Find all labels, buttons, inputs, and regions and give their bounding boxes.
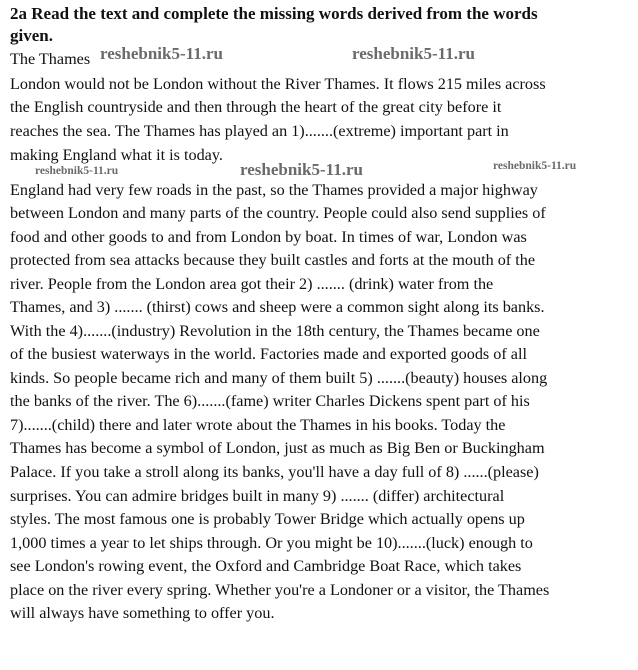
text-line: England had very few roads in the past, so the Thames provided a major highway (10, 181, 538, 199)
watermark: reshebnik5-11.ru (240, 160, 363, 179)
text-line: With the 4).......(industry) Revolution in the 18th century, the Thames became one (10, 322, 540, 340)
watermark: reshebnik5-11.ru (352, 44, 475, 63)
text-line: surprises. You can admire bridges built in many 9) ....... (differ) architectural (10, 487, 505, 505)
text-line: of the busiest waterways in the world. Factories made and exported goods of all (10, 345, 527, 363)
text-line: protected from sea attacks because they built castles and forts at the mouth of the (10, 251, 536, 269)
text-line: will always have something to offer you. (10, 604, 275, 622)
text-line: between London and many parts of the country. People could also send supplies of (10, 204, 546, 222)
text-line: making England what it is today. (10, 146, 223, 164)
text-line: 7).......(child) there and later wrote about the Thames in his books. Today the (10, 416, 506, 434)
task-instruction-line-1: 2a Read the text and complete the missing words derived from the words (10, 4, 538, 23)
text-line: styles. The most famous one is probably Tower Bridge which actually opens up (10, 510, 525, 528)
text-line: see London's rowing event, the Oxford and Cambridge Boat Race, which takes (10, 557, 522, 575)
text-line: the banks of the river. The 6).......(fame) writer Charles Dickens spent part of his (10, 392, 530, 410)
text-line: kinds. So people became rich and many of them built 5) .......(beauty) houses along (10, 369, 548, 387)
text-line: Palace. If you take a stroll along its banks, you'll have a day full of 8) ......(please) (10, 463, 539, 481)
text-line: the English countryside and then through the heart of the great city before it (10, 98, 502, 116)
text-line: Thames has become a symbol of London, just as much as Big Ben or Buckingham (10, 439, 545, 457)
text-line: river. People from the London area got their 2) ....... (drink) water from the (10, 275, 494, 293)
text-line: food and other goods to and from London by boat. In times of war, London was (10, 228, 527, 246)
watermark: reshebnik5-11.ru (35, 165, 119, 177)
watermark: reshebnik5-11.ru (493, 160, 577, 172)
text-line: reaches the sea. The Thames has played an 1).......(extreme) important part in (10, 122, 509, 140)
task-instruction-line-2: given. (10, 26, 53, 45)
watermark: reshebnik5-11.ru (100, 44, 223, 63)
article-heading: The Thames (10, 50, 91, 68)
text-line: London would not be London without the River Thames. It flows 215 miles across (10, 75, 546, 93)
text-line: place on the river every spring. Whether you're a Londoner or a visitor, the Thames (10, 581, 550, 599)
text-line: 1,000 times a year to let ships through. Or you might be 10).......(luck) enough to (10, 534, 533, 552)
text-line: Thames, and 3) ....... (thirst) cows and sheep were a common sight along its banks. (10, 298, 545, 316)
task-instruction (10, 3, 620, 47)
